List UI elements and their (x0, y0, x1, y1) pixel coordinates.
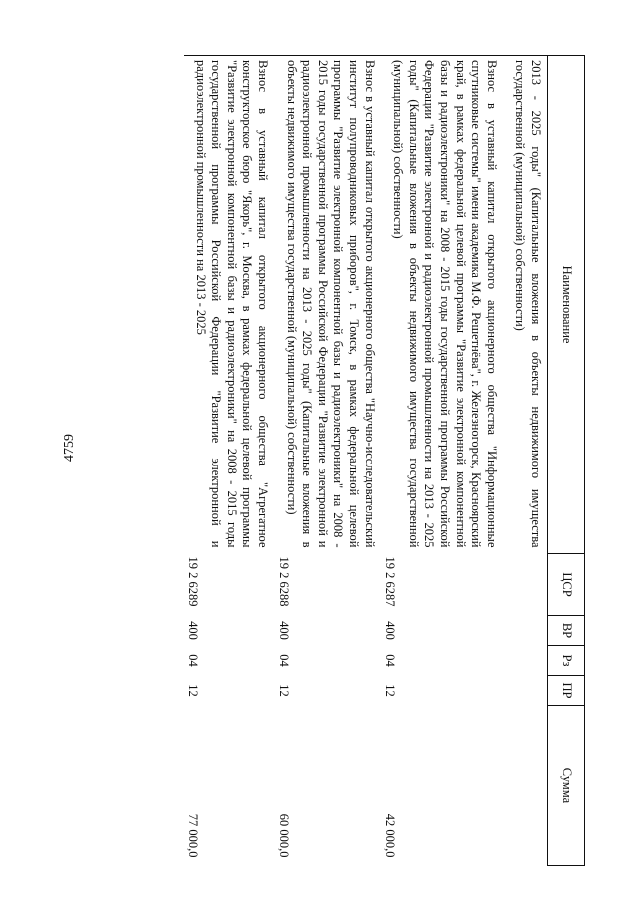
table-header-row (548, 56, 585, 866)
row-vr: 400 (185, 621, 200, 640)
continuation-text: 2013 - 2025 годы" (Капитальные вложения в объекты недвижимого имущества государственной (муниципальной) собственности) (504, 56, 548, 554)
row-rz: 04 (185, 654, 200, 667)
row-name: Взнос в уставный капитал открытого акционерного общества "Агрегатное конструкторское бюро "Якорь", г. Москва, в рамках федеральной целевой программы "Развитие электронной компонентной базы и радиоэлектроники" на 2008 - 2015 годы государственной программы Российской Федерации "Развитие электронной и радиоэлектронной промышленности на 2013 - 2025 (184, 56, 275, 554)
row-vr: 400 (383, 621, 398, 640)
row-pr: 12 (185, 684, 200, 697)
row-name: Взнос в уставный капитал открытого акционерного общества "Научно-исследовательский институт полупроводниковых приборов", г. Томск, в рамках федеральной целевой программы "Развитие электронной компонентной базы и радиоэлектроники" на 2008 - 2015 годы государственной программы Российской Федерации "Развитие электронной и радиоэлектронной промышленности на 2013 - 2025 годы" (Капитальные вложения в объекты недвижимого имущества государственной (муниципальной) собственности) (275, 56, 382, 554)
row-rz: 04 (276, 654, 291, 667)
row-csr: 19 2 6288 (276, 556, 291, 607)
row-pr: 12 (276, 684, 291, 697)
header-name: Наименование (548, 56, 585, 554)
table-row (275, 56, 382, 866)
row-rz: 04 (383, 654, 398, 667)
header-csr: ЦСР (548, 554, 585, 616)
header-vr: ВР (548, 616, 585, 646)
header-rz: Рз (548, 646, 585, 676)
row-csr: 19 2 6289 (185, 556, 200, 607)
budget-table (184, 55, 585, 866)
table-row-continuation (504, 56, 548, 866)
row-sum: 42 000,0 (383, 813, 398, 858)
row-csr: 19 2 6287 (383, 556, 398, 607)
header-pr: ПР (548, 676, 585, 706)
row-name: Взнос в уставный капитал открытого акционерного общества "Информационные спутниковые системы" имени академика М.Ф. Решетнёва", г. Железногорск, Красноярский край, в рамках федеральной целевой программы "Развитие электронной компонентной базы и радиоэлектроники" на 2008 - 2015 годы государственной программы Российской Федерации "Развитие электронной и радиоэлектронной промышленности на 2013 - 2025 годы" (Капитальные вложения в объекты недвижимого имущества государственной (муниципальной) собственности) (382, 56, 504, 554)
row-pr: 12 (383, 684, 398, 697)
page-number: 4759 (62, 434, 77, 462)
table-row (382, 56, 504, 866)
header-sum: Сумма (548, 706, 585, 866)
rotated-budget-table-page (105, 55, 585, 865)
row-vr: 400 (276, 621, 291, 640)
table-row (184, 56, 275, 866)
row-sum: 77 000,0 (185, 813, 200, 858)
row-sum: 60 000,0 (276, 813, 291, 858)
